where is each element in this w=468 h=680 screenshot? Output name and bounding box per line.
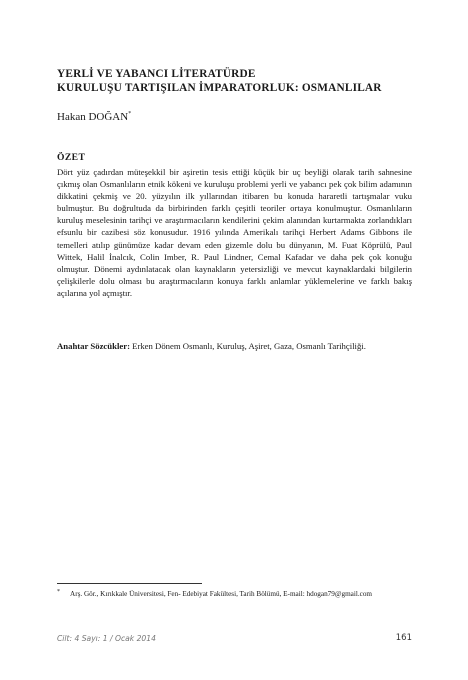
footnote-divider — [57, 583, 202, 584]
title-line-2: KURULUŞU TARTIŞILAN İMPARATORLUK: OSMANLILAR — [57, 82, 382, 94]
footnote-text: Arş. Gör., Kırıkkale Üniversitesi, Fen- Edebiyat Fakültesi, Tarih Bölümü, E-mail: hdogan79@gmail.com — [70, 590, 373, 598]
journal-issue-footer: Cilt: 4 Sayı: 1 / Ocak 2014 — [57, 634, 156, 643]
author-footnote-mark: * — [128, 111, 132, 117]
keywords-text: Erken Dönem Osmanlı, Kuruluş, Aşiret, Gaza, Osmanlı Tarihçiliği. — [129, 341, 366, 351]
abstract-body: Dört yüz çadırdan müteşekkil bir aşiretin tesis ettiği küçük bir uç beyliği olarak tarih sahnesine çıkmış olan Osmanlıların etnik kökeni ve kuruluşu problemi yerli ve yabancı pek çok bilim adamının dikkatini çekmiş ve 20. yüzyılın ilk yıllarından itibaren bu konuda hararetli tartışmalar vuku bulmuştur. Bu doğrultuda da birbirinden farklı çeşitli teoriler ortaya konulmuştur. Osmanlıların kuruluş meselesinin tarihçi ve araştırmacıların kendilerini çekim alanından kurtarmakta zorlandıkları efsunlu bir cazibesi söz konusudur. 1916 yılında Amerikalı tarihçi Herbert Adams Gibbons ile temelleri atılıp günümüze kadar devam eden gizemle dolu bu dünyanın, M. Fuat Köprülü, Paul Wittek, Halil İnalcık, Colin Imber, R. Paul Lindner, Cemal Kafadar ve daha pek çok konuğu olmuştur. Dönemi aydınlatacak olan kaynakların yetersizliği ve mevcut kaynaklardaki bilgilerin çelişkilerle dolu olması bu araştırmacıların konuya farklı anlamlar yüklemelerine ve farklı bakış açılarına yol açmıştır. — [57, 167, 412, 298]
footnote-mark: * — [57, 589, 60, 595]
keywords — [57, 340, 412, 352]
abstract-heading: ÖZET — [57, 152, 86, 163]
author-text: Hakan DOĞAN — [57, 111, 129, 123]
keywords-label: Anahtar Sözcükler: — [57, 341, 130, 351]
author-name — [57, 111, 131, 123]
page-number: 161 — [395, 633, 412, 643]
title-line-1: YERLİ VE YABANCI LİTERATÜRDE — [57, 68, 256, 80]
article-title — [57, 67, 417, 95]
footnote — [57, 589, 407, 599]
